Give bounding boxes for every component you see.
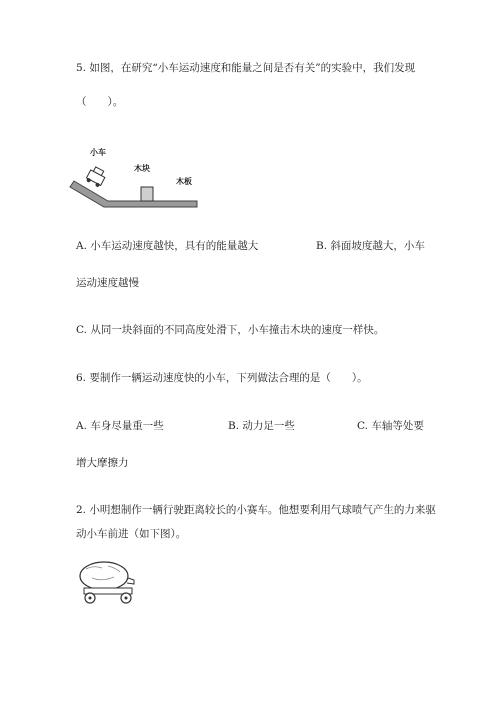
q6-option-a: A. 车身尽量重一些 — [76, 420, 164, 432]
label-car: 小车 — [90, 148, 106, 157]
q6-option-c-line1: C. 车轴等处要 — [357, 420, 424, 432]
label-board: 木板 — [176, 177, 192, 186]
q6-option-b: B. 动力足一些 — [228, 420, 295, 432]
q6-stem: 6. 要制作一辆运动速度快的小车，下列做法合理的是（ ）。 — [76, 372, 368, 384]
q5-option-b-line1: B. 斜面坡度越大，小车 — [316, 240, 425, 252]
incline-experiment-figure — [70, 143, 210, 223]
q2-stem-line1: 2. 小明想制作一辆行驶距离较长的小赛车。他想要利用气球喷气产生的力来驱 — [76, 504, 436, 516]
q5-stem-line1: 5. 如图，在研究“小车运动速度和能量之间是否有关”的实验中，我们发现 — [76, 62, 416, 74]
balloon-icon — [80, 562, 128, 590]
balloon-car-figure — [72, 556, 152, 608]
wood-block — [141, 187, 153, 201]
q2-stem-line2: 动小车前进（如下图）。 — [76, 528, 187, 540]
toy-car-icon — [85, 166, 107, 189]
label-block: 木块 — [134, 164, 150, 173]
q5-option-c: C. 从同一块斜面的不同高度处滑下，小车撞击木块的速度一样快。 — [76, 324, 385, 336]
q5-option-b-line2: 运动速度越慢 — [76, 277, 139, 289]
q5-stem-line2: （ ）。 — [76, 96, 124, 108]
q5-option-a: A. 小车运动速度越快，具有的能量越大 — [76, 240, 259, 252]
q6-option-c-line2: 增大摩擦力 — [76, 457, 129, 469]
